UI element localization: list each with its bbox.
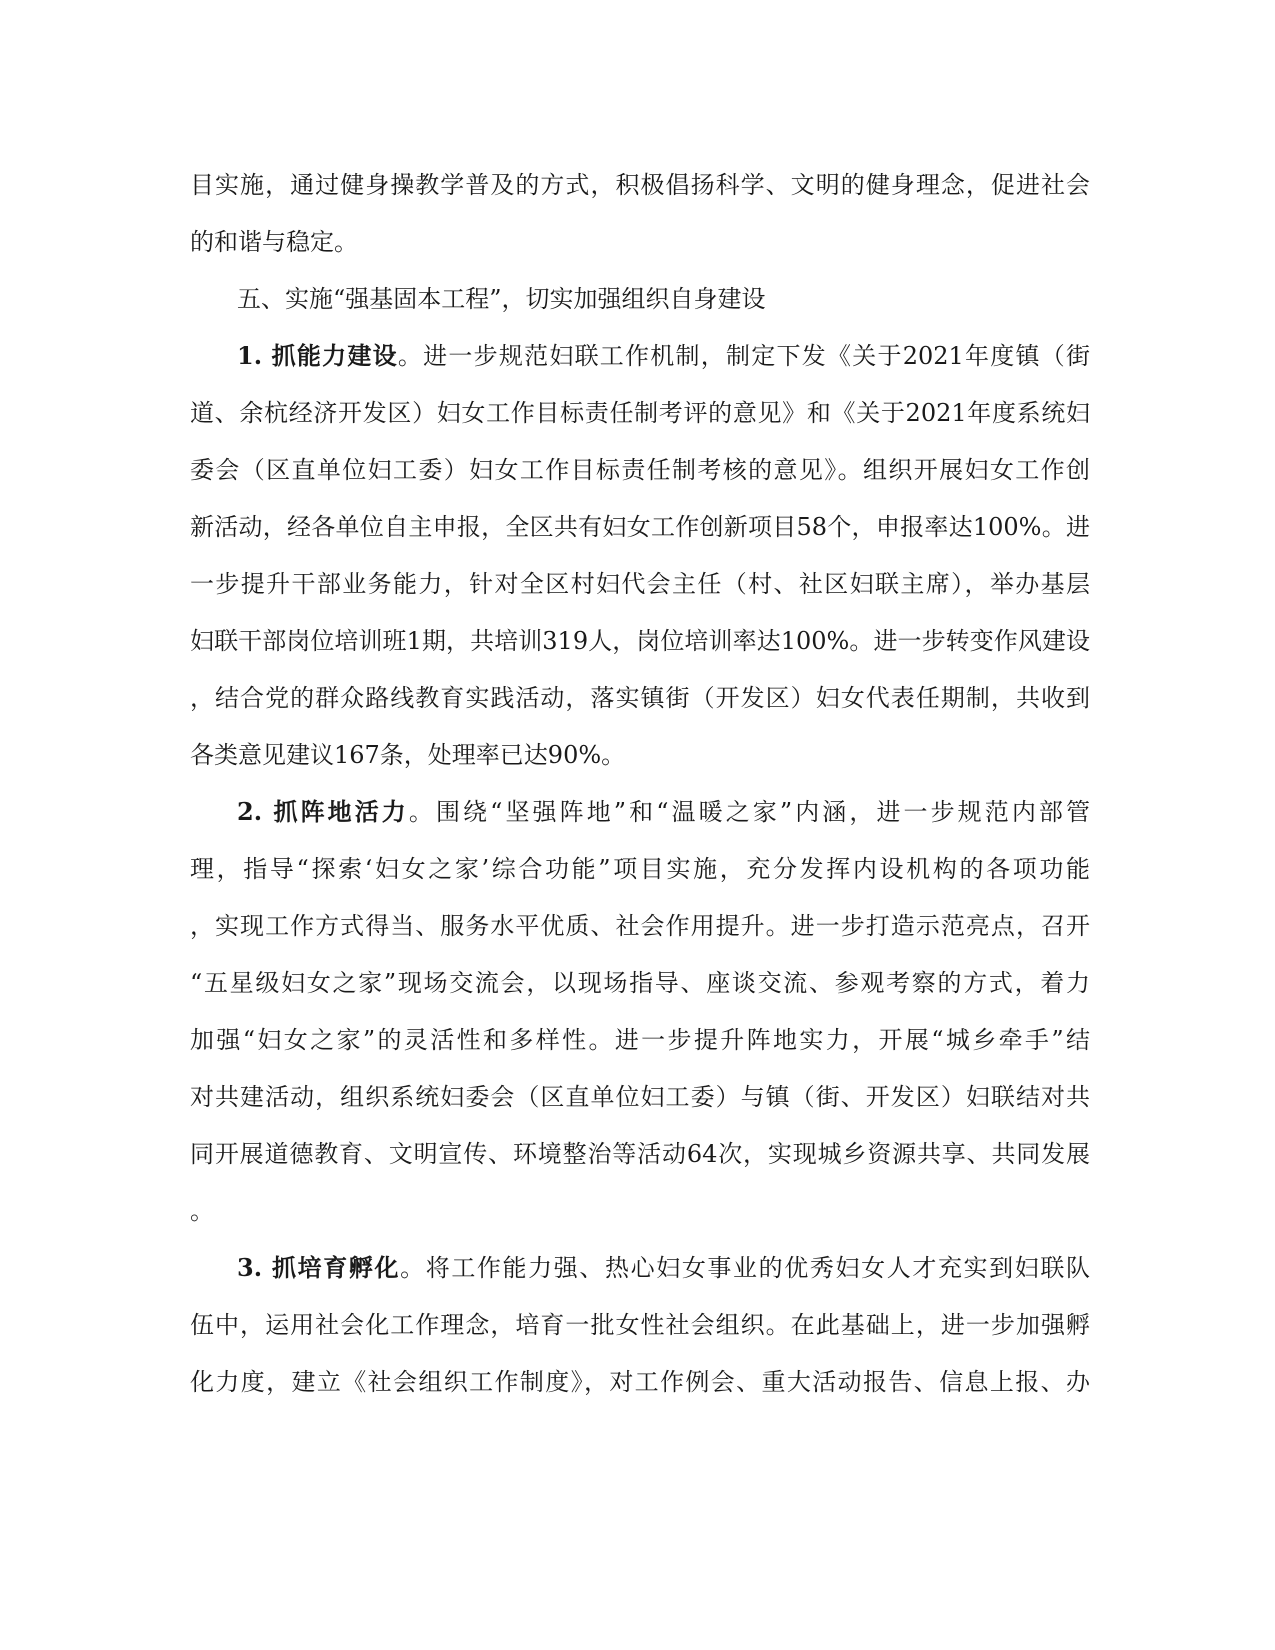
text-line: 目实施，通过健身操教学普及的方式，积极倡扬科学、文明的健身理念，促进社会 — [190, 171, 1090, 199]
paragraph-2-first-line — [237, 797, 1090, 827]
text-line: 各类意见建议167条，处理率已达90%。 — [190, 741, 626, 769]
section-heading: 五、实施“强基固本工程”，切实加强组织自身建设 — [237, 285, 766, 313]
paragraph-text: 。将工作能力强、热心妇女事业的优秀妇女人才充实到妇联队 — [400, 1254, 1090, 1282]
text-line: 的和谐与稳定。 — [190, 228, 358, 256]
text-line: ，结合党的群众路线教育实践活动，落实镇街（开发区）妇女代表任期制，共收到 — [190, 684, 1090, 712]
text-line: 委会（区直单位妇工委）妇女工作目标责任制考核的意见》。组织开展妇女工作创 — [190, 456, 1090, 484]
text-line: 新活动，经各单位自主申报，全区共有妇女工作创新项目58个，申报率达100%。进 — [190, 513, 1090, 541]
paragraph-lead: 1. 抓能力建设 — [237, 341, 398, 370]
paragraph-text: 。围绕“坚强阵地”和“温暖之家”内涵，进一步规范内部管 — [408, 798, 1090, 826]
text-line: 理，指导“探索‘妇女之家’综合功能”项目实施，充分发挥内设机构的各项功能 — [190, 855, 1090, 883]
text-line: 妇联干部岗位培训班1期，共培训319人，岗位培训率达100%。进一步转变作风建设 — [190, 627, 1090, 655]
paragraph-lead: 3. 抓培育孵化 — [237, 1253, 401, 1282]
text-line: 。 — [190, 1197, 214, 1225]
text-line: 同开展道德教育、文明宣传、环境整治等活动64次，实现城乡资源共享、共同发展 — [190, 1140, 1090, 1168]
paragraph-1-first-line — [237, 341, 1090, 371]
paragraph-3-first-line — [237, 1253, 1090, 1283]
text-line: ，实现工作方式得当、服务水平优质、社会作用提升。进一步打造示范亮点，召开 — [190, 912, 1090, 940]
text-line: 伍中，运用社会化工作理念，培育一批女性社会组织。在此基础上，进一步加强孵 — [190, 1311, 1090, 1339]
paragraph-text: 。进一步规范妇联工作机制，制定下发《关于2021年度镇（街 — [397, 342, 1090, 370]
text-line: 对共建活动，组织系统妇委会（区直单位妇工委）与镇（街、开发区）妇联结对共 — [190, 1083, 1090, 1111]
text-line: 化力度，建立《社会组织工作制度》，对工作例会、重大活动报告、信息上报、办 — [190, 1368, 1090, 1396]
text-line: 道、余杭经济开发区）妇女工作目标责任制考评的意见》和《关于2021年度系统妇 — [190, 399, 1090, 427]
text-line: “五星级妇女之家”现场交流会，以现场指导、座谈交流、参观考察的方式，着力 — [190, 969, 1090, 997]
text-line: 加强“妇女之家”的灵活性和多样性。进一步提升阵地实力，开展“城乡牵手”结 — [190, 1026, 1090, 1054]
paragraph-lead: 2. 抓阵地活力 — [237, 797, 409, 826]
text-line: 一步提升干部业务能力，针对全区村妇代会主任（村、社区妇联主席），举办基层 — [190, 570, 1090, 598]
